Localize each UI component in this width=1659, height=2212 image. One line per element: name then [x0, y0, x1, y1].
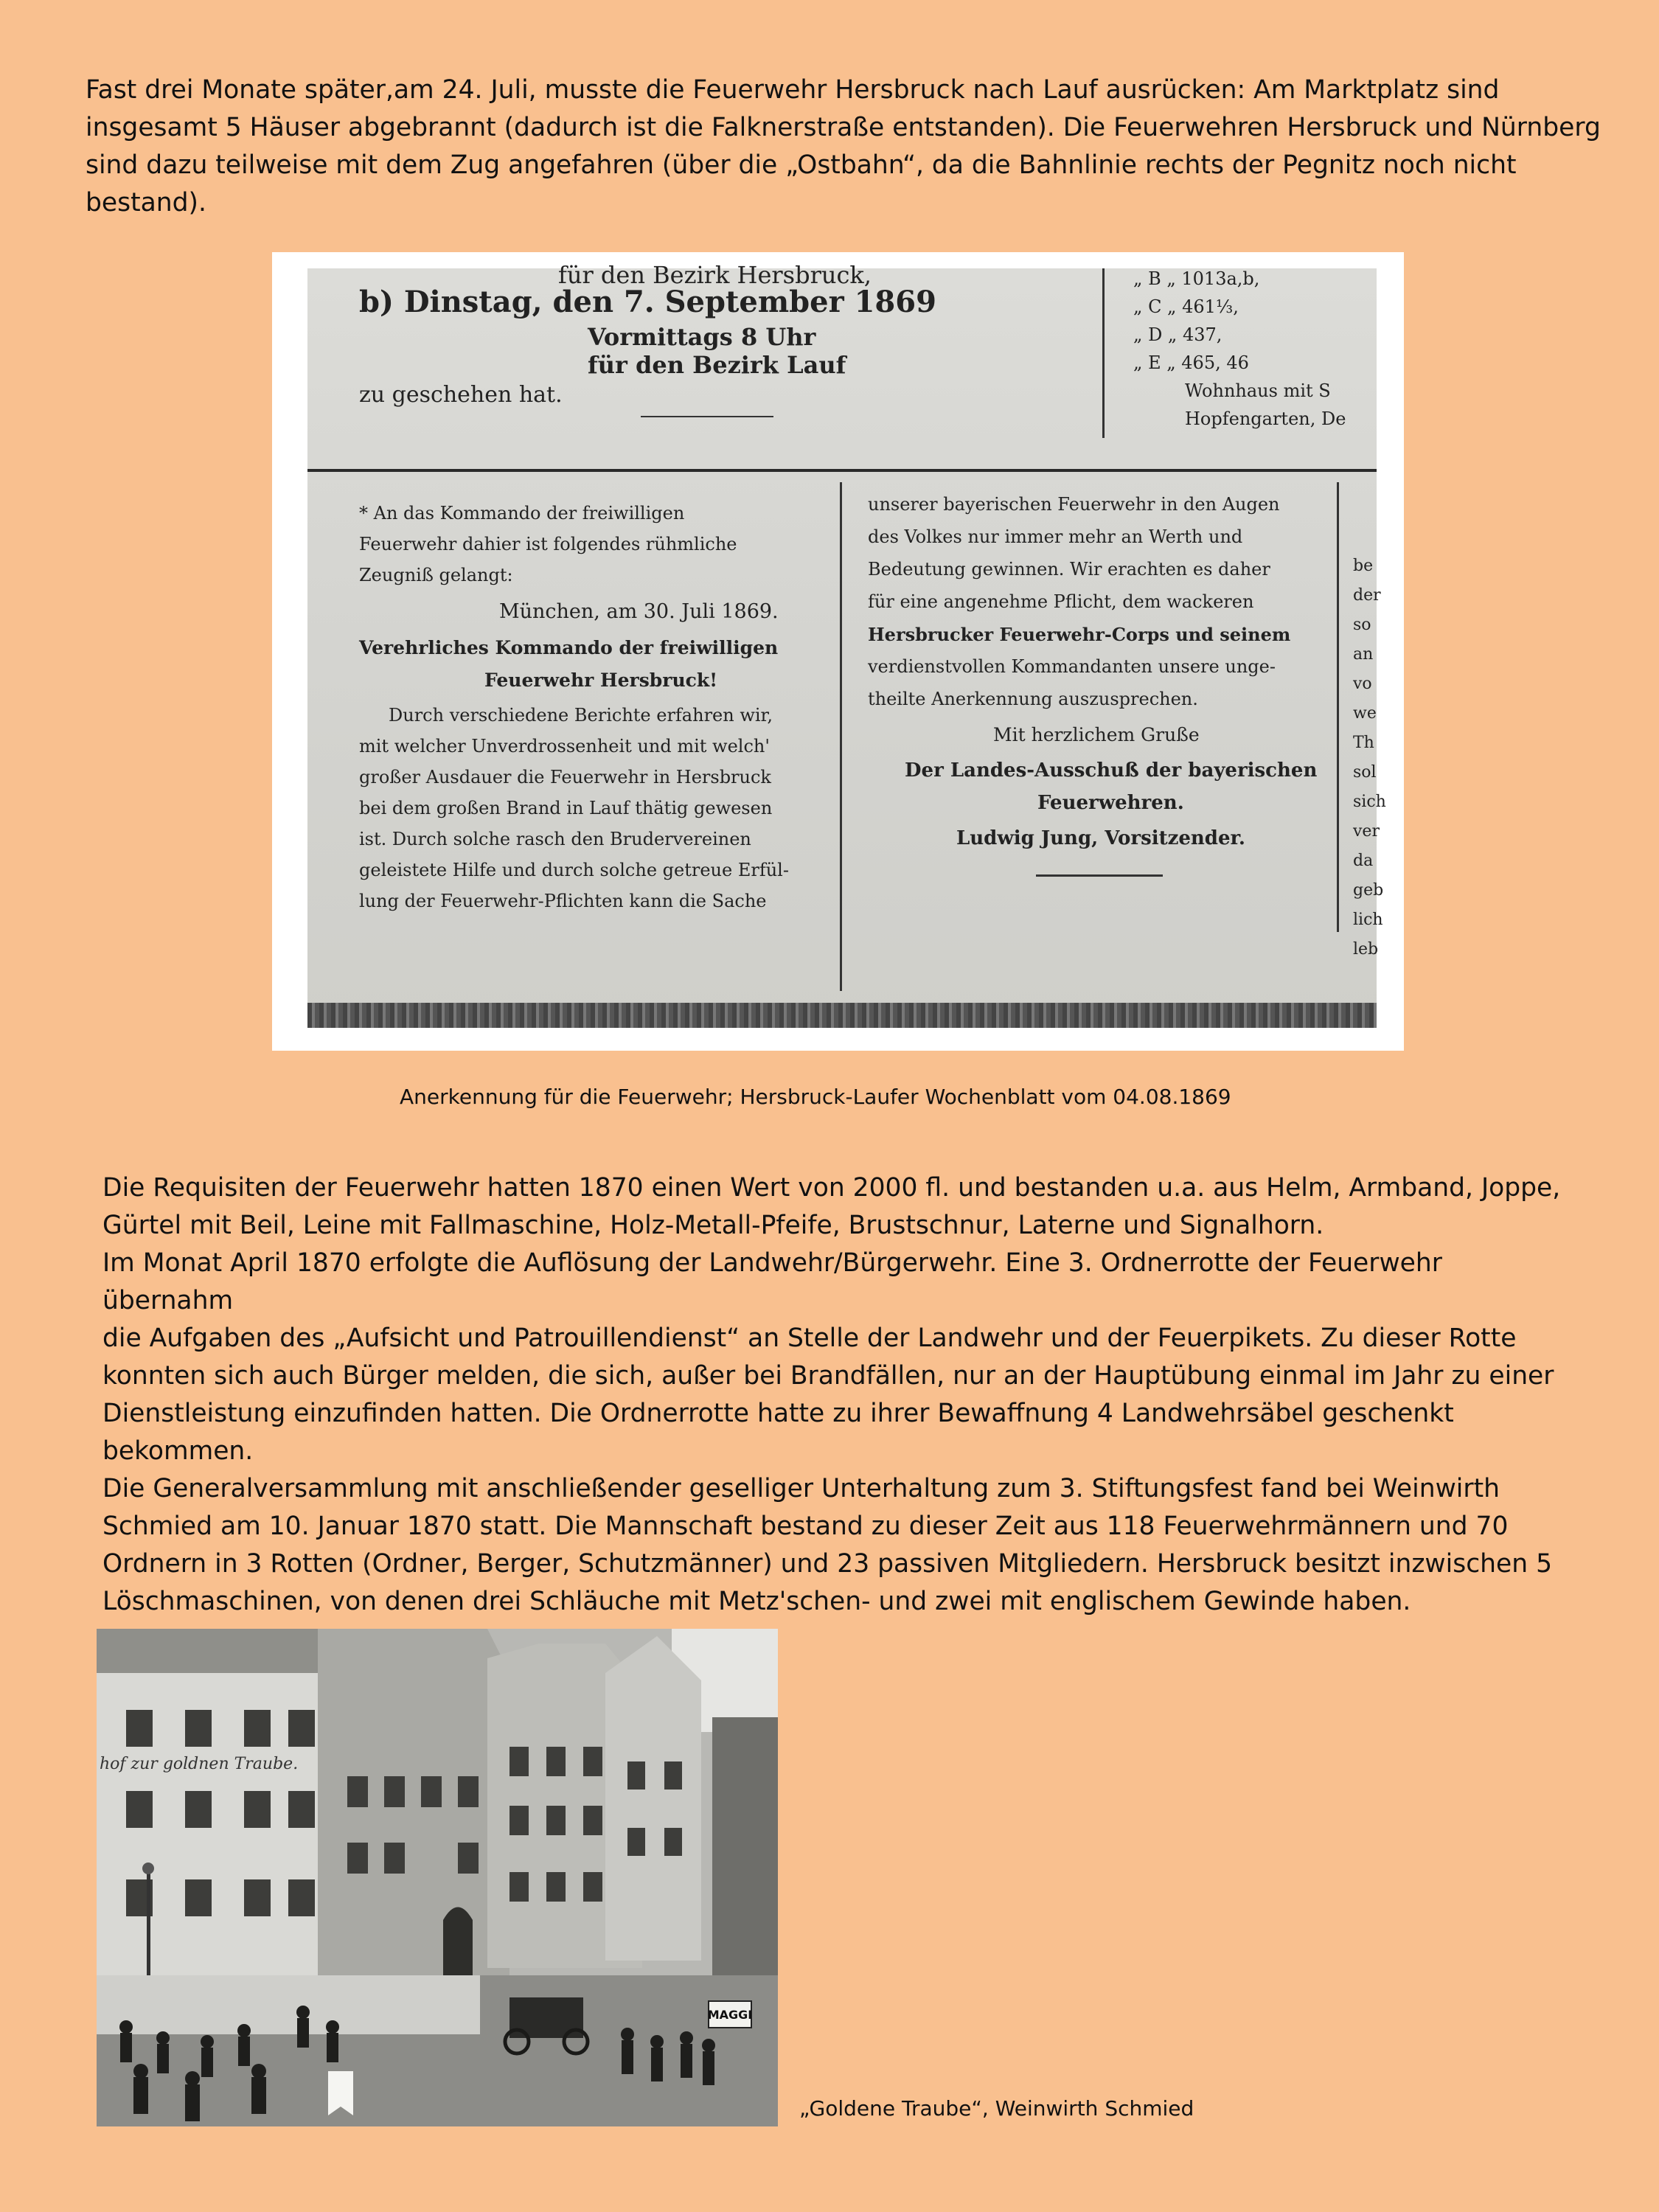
clip-short-rule: [641, 416, 773, 417]
intro-line: bestand).: [86, 188, 206, 218]
clip-horizontal-rule: [307, 469, 1377, 472]
clip-col2-line: Mit herzlichem Gruße: [993, 724, 1200, 745]
clip-col3-line: der: [1353, 586, 1381, 605]
intro-line: insgesamt 5 Häuser abgebrannt (dadurch ist die Falknerstraße entstanden). Die Feuerwehren Hersbruck und Nürnberg: [86, 113, 1601, 142]
photo-caption: „Goldene Traube“, Weinwirth Schmied: [799, 2096, 1194, 2121]
clipping-caption: Anerkennung für die Feuerwehr; Hersbruck-Laufer Wochenblatt vom 04.08.1869: [400, 1085, 1231, 1109]
clip-col2-line: verdienstvollen Kommandanten unsere unge-: [868, 656, 1276, 677]
clip-col2-line: Hersbrucker Feuerwehr-Corps und seinem: [868, 624, 1291, 645]
clip-col3-line: an: [1353, 645, 1374, 664]
body-line: Im Monat April 1870 erfolgte die Auflösung der Landwehr/Bürgerwehr. Eine 3. Ordnerrotte der Feuerwehr übernahm: [102, 1248, 1442, 1315]
clip-header-line: Vormittags 8 Uhr: [588, 323, 816, 351]
clip-col2-line: für eine angenehme Pflicht, dem wackeren: [868, 591, 1254, 612]
clip-header-right-line: Hopfengarten, De: [1185, 408, 1346, 429]
clip-header-line: für den Bezirk Hersbruck,: [558, 261, 872, 289]
clip-header-right-line: „ D „ 437,: [1133, 324, 1222, 345]
clip-col1-line: Verehrliches Kommando der freiwilligen: [359, 637, 779, 658]
clip-col3-line: we: [1353, 704, 1377, 723]
clip-header-right-line: „ E „ 465, 46: [1133, 352, 1249, 373]
body-paragraph: [102, 1169, 1577, 1621]
clip-col3-line: da: [1353, 852, 1374, 870]
newspaper-clipping: [307, 261, 1386, 1028]
body-line: Schmied am 10. Januar 1870 statt. Die Mannschaft bestand zu dieser Zeit aus 118 Feuerwehrmännern und 70: [102, 1512, 1509, 1541]
clip-header-divider: [1102, 268, 1105, 438]
clip-column-divider: [1337, 482, 1339, 932]
clip-col2-line: theilte Anerkennung auszusprechen.: [868, 689, 1198, 709]
clip-header-right-line: „ B „ 1013a,b,: [1133, 268, 1260, 289]
clip-col3-line: be: [1353, 557, 1374, 575]
body-line: Die Requisiten der Feuerwehr hatten 1870 einen Wert von 2000 fl. und bestanden u.a. aus Helm, Armband, Joppe,: [102, 1173, 1561, 1203]
clip-col3-line: leb: [1353, 940, 1379, 959]
historic-street-photo: [97, 1629, 778, 2126]
body-line: Löschmaschinen, von denen drei Schläuche mit Metz'schen- und zwei mit englischem Gewinde haben.: [102, 1587, 1411, 1616]
clip-header-right-line: Wohnhaus mit S: [1185, 380, 1331, 401]
body-line: Dienstleistung einzufinden hatten. Die Ordnerrotte hatte zu ihrer Bewaffnung 4 Landwehrsäbel geschenkt: [102, 1399, 1454, 1428]
clip-col1-line: mit welcher Unverdrossenheit und mit welch': [359, 736, 770, 757]
clip-col1-line: * An das Kommando der freiwilligen: [359, 503, 685, 524]
clip-col1-line: Durch verschiedene Berichte erfahren wir,: [389, 705, 773, 726]
clip-bottom-edge: [307, 1003, 1377, 1028]
traube-inscription: hof zur goldnen Traube.: [100, 1755, 299, 1773]
street-scene-illustration: [97, 1629, 778, 2126]
body-line: Die Generalversammlung mit anschließender geselliger Unterhaltung zum 3. Stiftungsfest fand bei Weinwirth: [102, 1474, 1500, 1503]
clip-col1-line: lung der Feuerwehr-Pflichten kann die Sache: [359, 891, 767, 911]
clip-col1-line: Feuerwehr Hersbruck!: [484, 669, 718, 691]
clip-col1-line: ist. Durch solche rasch den Brudervereinen: [359, 829, 751, 849]
intro-line: sind dazu teilweise mit dem Zug angefahren (über die „Ostbahn“, da die Bahnlinie rechts der Pegnitz noch nicht: [86, 150, 1517, 180]
clip-column-divider: [840, 482, 842, 991]
clip-col2-line: Bedeutung gewinnen. Wir erachten es daher: [868, 559, 1270, 580]
clip-col1-line: geleistete Hilfe und durch solche getreue Erfül-: [359, 860, 789, 880]
clip-col3-line: so: [1353, 616, 1371, 634]
clip-col2-line: Ludwig Jung, Vorsitzender.: [956, 827, 1245, 849]
clip-header-date: b) Dinstag, den 7. September 1869: [359, 285, 936, 319]
clip-col3: [1353, 552, 1386, 964]
clip-col3-line: sich: [1353, 793, 1386, 811]
clip-col2-line: unserer bayerischen Feuerwehr in den Augen: [868, 494, 1280, 515]
body-line: Gürtel mit Beil, Leine mit Fallmaschine, Holz-Metall-Pfeife, Brustschnur, Laterne und Signalhorn.: [102, 1211, 1324, 1240]
clip-col1-line: Feuerwehr dahier ist folgendes rühmliche: [359, 534, 737, 554]
clip-header-line: zu geschehen hat.: [359, 382, 563, 408]
clip-col2-line: Der Landes-Ausschuß der bayerischen: [905, 759, 1318, 782]
clip-col3-line: ver: [1353, 822, 1380, 841]
clip-col1-line: Zeugniß gelangt:: [359, 565, 513, 585]
clip-col2-line: Feuerwehren.: [1037, 792, 1184, 814]
clip-header-right-line: „ C „ 461⅓,: [1133, 296, 1239, 317]
clip-header-line: für den Bezirk Lauf: [588, 351, 846, 379]
intro-line: Fast drei Monate später,am 24. Juli, musste die Feuerwehr Hersbruck nach Lauf ausrücken: Am Marktplatz sind: [86, 75, 1500, 105]
clip-col1-line: großer Ausdauer die Feuerwehr in Hersbruck: [359, 767, 771, 787]
clip-col1-line: bei dem großen Brand in Lauf thätig gewesen: [359, 798, 773, 818]
newspaper-clipping-frame: [272, 252, 1404, 1051]
intro-paragraph: [86, 72, 1604, 222]
clip-col3-line: Th: [1353, 734, 1374, 752]
clip-col3-line: geb: [1353, 881, 1384, 900]
clip-signature-rule: [1036, 874, 1163, 877]
maggi-sign: MAGGI: [707, 2008, 753, 2022]
clip-col3-line: sol: [1353, 763, 1377, 782]
clip-col3-line: lich: [1353, 911, 1383, 929]
clip-col3-line: vo: [1353, 675, 1372, 693]
body-line: konnten sich auch Bürger melden, die sich, außer bei Brandfällen, nur an der Hauptübung einmal im Jahr zu einer: [102, 1361, 1554, 1391]
clip-col1-line: München, am 30. Juli 1869.: [499, 600, 779, 623]
clip-col2-line: des Volkes nur immer mehr an Werth und: [868, 526, 1243, 547]
body-line: bekommen.: [102, 1436, 254, 1466]
body-line: die Aufgaben des „Aufsicht und Patrouillendienst“ an Stelle der Landwehr und der Feuerpikets. Zu dieser Rotte: [102, 1324, 1517, 1353]
body-line: Ordnern in 3 Rotten (Ordner, Berger, Schutzmänner) und 23 passiven Mitgliedern. Hersbruck besitzt inzwischen 5: [102, 1549, 1553, 1579]
